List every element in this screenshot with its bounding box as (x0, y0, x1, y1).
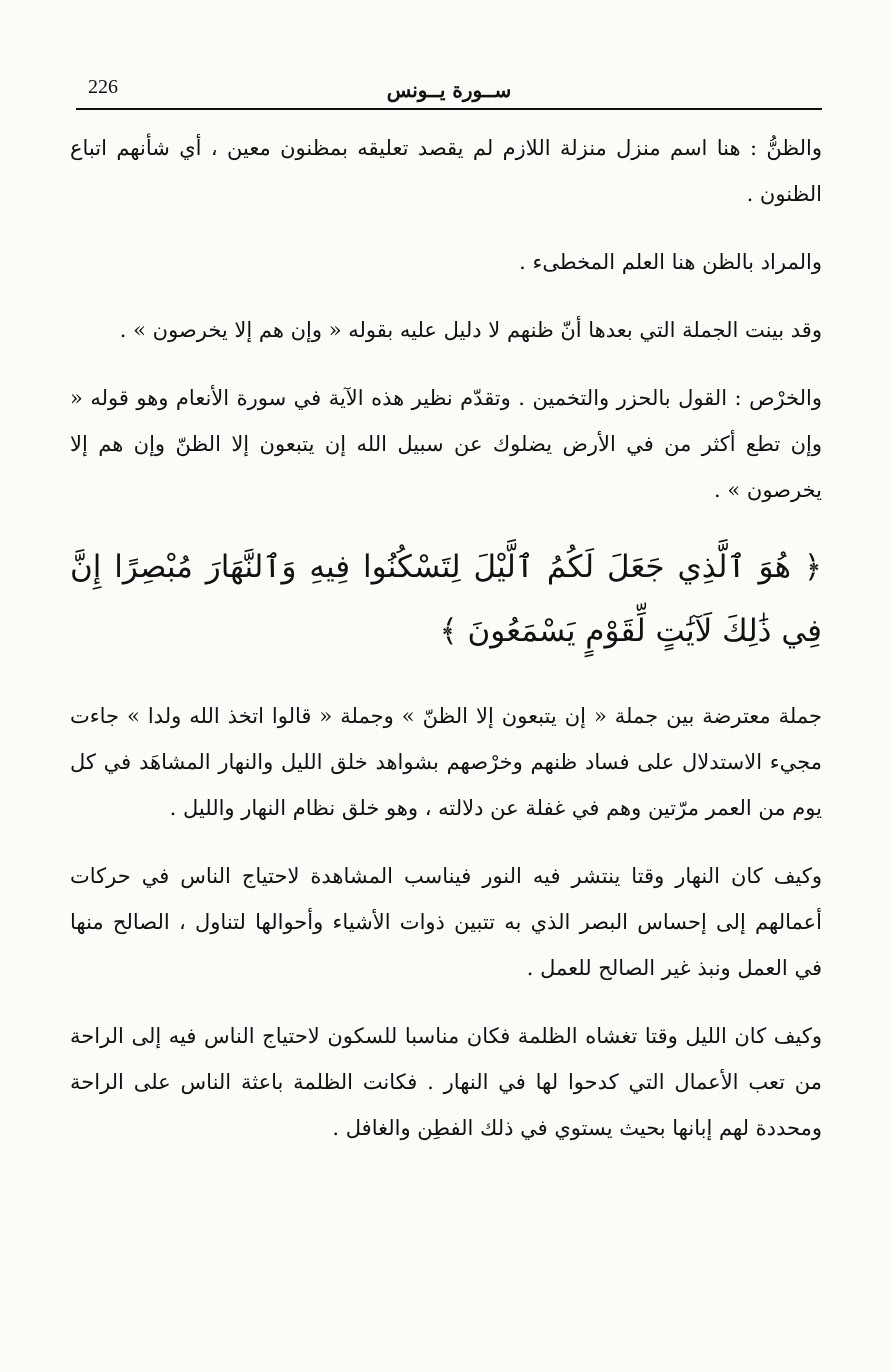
commentary-paragraph: وكيف كان النهار وقتا ينتشر فيه النور فيناسب المشاهدة لاحتياج الناس في حركات أعمالهم إلى إحساس البصر الذي به تتبين ذوات الأشياء وأحوالها لتناول ، الصالح منها في العمل ونبذ غير الصالح للعمل . (70, 864, 822, 980)
page-header (76, 72, 822, 110)
commentary-paragraph: جملة معترضة بين جملة « إن يتبعون إلا الظنّ » وجملة « قالوا اتخذ الله ولدا » جاءت مجيء الاستدلال على فساد ظنهم وخرْصهم بشواهد خلق الليل والنهار المشاهَد في كل يوم من العمر مرّتين وهم في غفلة عن دلالته ، وهو خلق نظام النهار والليل . (70, 704, 822, 820)
commentary-paragraph: وكيف كان الليل وقتا تغشاه الظلمة فكان مناسبا للسكون لاحتياج الناس فيه إلى الراحة من تعب الأعمال التي كدحوا لها في النهار . فكانت الظلمة باعثة الناس على الراحة ومحددة لهم إبانها بحيث يستوي في ذلك الفطِن والغافل . (70, 1024, 822, 1140)
paragraph-zann-meaning: والمراد بالظن هنا العلم المخطىء . (519, 250, 822, 274)
paragraph-kharṣ-definition: والخرْص : القول بالحزر والتخمين . وتقدّم نظير هذه الآية في سورة الأنعام وهو قوله « وإن تطع أكثر من في الأرض يضلوك عن سبيل الله إن يتبعون إلا الظنّ وإن هم إلا يخرصون » . (70, 386, 822, 502)
page-body (70, 125, 822, 1173)
paragraph-following-sentence: وقد بينت الجملة التي بعدها أنّ ظنهم لا دليل عليه بقوله « وإن هم إلا يخرصون » . (119, 318, 822, 342)
paragraph-zann-definition: والظنُّ : هنا اسم منزل منزلة اللازم لم يقصد تعليقه بمظنون معين ، أي شأنهم اتباع الظنون . (70, 136, 822, 206)
quran-verse: ﴿ هُوَ ٱلَّذِي جَعَلَ لَكُمُ ٱلَّيْلَ لِتَسْكُنُوا فِيهِ وَٱلنَّهَارَ مُبْصِرًا إِنَّ فِي ذَٰلِكَ لَآيَٰتٍ لِّقَوْمٍ يَسْمَعُونَ ﴾ (70, 549, 822, 649)
surah-title: ســورة يــونس (386, 78, 512, 102)
page-number: 226 (88, 76, 118, 98)
